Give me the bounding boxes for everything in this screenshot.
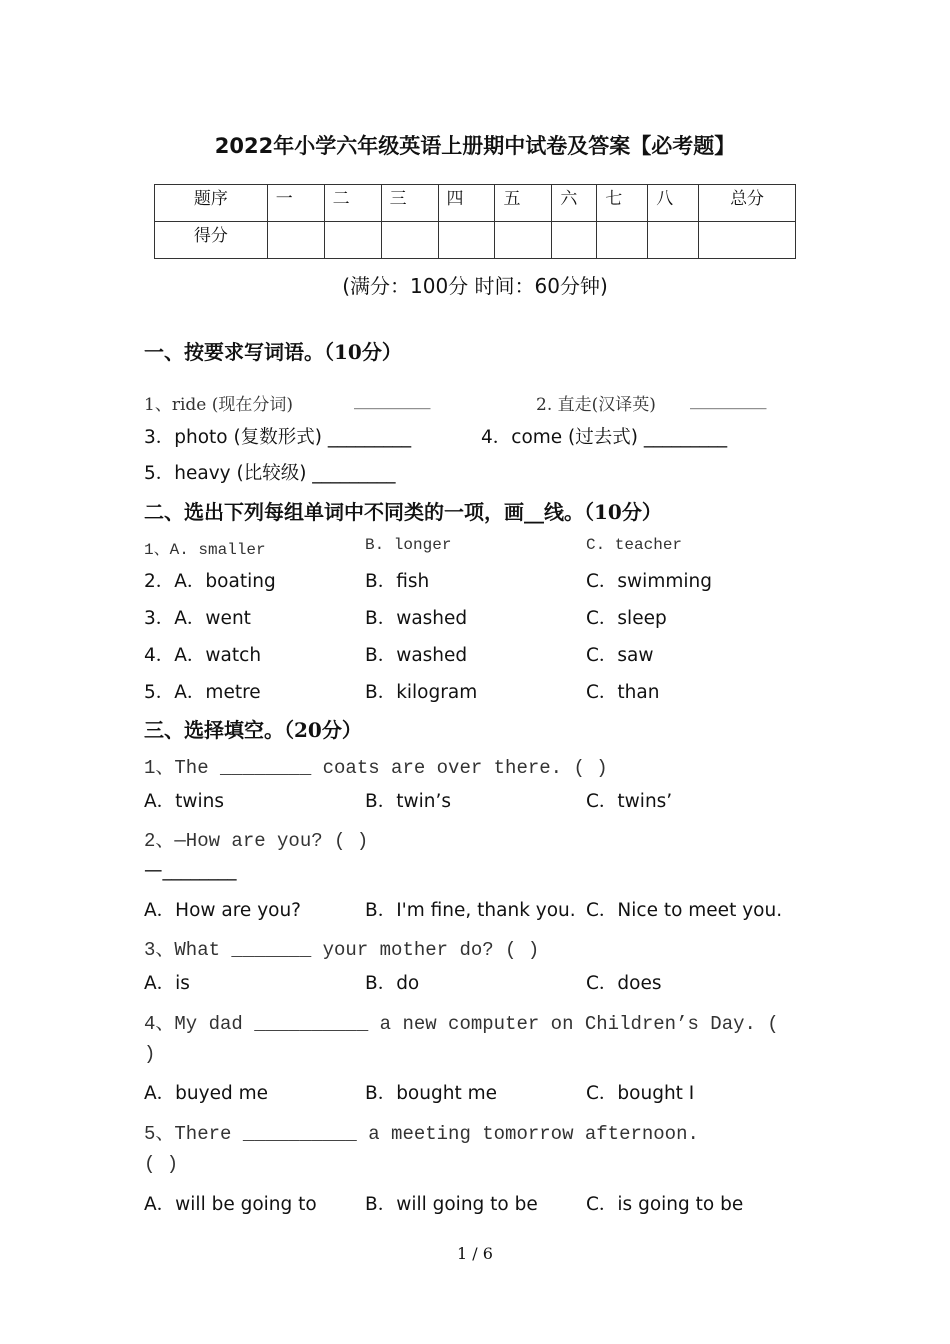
s3-q2-reply: —________ (144, 860, 237, 881)
s2-row-2-b: B．fish (365, 571, 430, 592)
s3-q4-cont: ) (144, 1043, 156, 1065)
section1-heading: 一、按要求写词语。（10分） (144, 340, 402, 364)
s3-q5-cont: ( ) (144, 1153, 179, 1175)
s2-row-2-c: C．swimming (586, 571, 712, 592)
s1-q3: 3．photo (复数形式) _________ (144, 427, 412, 448)
s3-q2: 2、—How are you? ( ) (144, 830, 369, 852)
score-cell-8: 八 (648, 185, 699, 222)
score-table (154, 184, 796, 259)
s2-row-1-c: C. teacher (586, 536, 683, 554)
score-input-4[interactable] (438, 222, 495, 259)
score-input-total[interactable] (699, 222, 796, 259)
score-cell-label: 题序 (155, 185, 268, 222)
score-input-3[interactable] (381, 222, 438, 259)
s2-row-2-a: 2．A．boating (144, 571, 276, 592)
s1-q1-text: 1、ride (现在分词) (144, 395, 293, 415)
s2-row-4-c: C．saw (586, 645, 654, 666)
s2-row-1-a: 1、A. smaller (144, 541, 266, 559)
s3-q2-opt-c: C．Nice to meet you. (586, 900, 783, 921)
score-input-5[interactable] (495, 222, 552, 259)
score-input-6[interactable] (552, 222, 597, 259)
score-cell-3: 三 (381, 185, 438, 222)
s2-row-5-a: 5．A．metre (144, 682, 261, 703)
s3-q5-opt-b: B．will going to be (365, 1194, 538, 1215)
s3-q2-opt-b: B．I'm fine, thank you. (365, 900, 576, 921)
score-input-1[interactable] (267, 222, 324, 259)
s3-q5-opt-a: A．will be going to (144, 1194, 317, 1215)
exam-note: (满分：100分 时间：60分钟) (342, 274, 608, 298)
score-input-2[interactable] (324, 222, 381, 259)
score-cell-4: 四 (438, 185, 495, 222)
score-cell-5: 五 (495, 185, 552, 222)
section3-heading: 三、选择填空。（20分） (144, 718, 362, 742)
s3-q4: 4、My dad __________ a new computer on Children’s Day. ( (144, 1013, 779, 1035)
s2-row-3-a: 3．A．went (144, 608, 251, 629)
score-input-7[interactable] (597, 222, 648, 259)
section2-heading: 二、选出下列每组单词中不同类的一项，画__线。（10分） (144, 500, 662, 524)
s2-row-5-b: B．kilogram (365, 682, 478, 703)
s1-q4: 4．come (过去式) _________ (481, 427, 728, 448)
s2-row-3-c: C．sleep (586, 608, 667, 629)
s3-q4-opt-a: A．buyed me (144, 1083, 268, 1104)
s3-q3-opt-b: B．do (365, 973, 420, 994)
s3-q3-opt-a: A．is (144, 973, 190, 994)
s2-row-5-c: C．than (586, 682, 660, 703)
s3-q4-opt-b: B．bought me (365, 1083, 497, 1104)
score-table-header-row (155, 185, 796, 222)
s3-q3: 3、What _______ your mother do? ( ) (144, 939, 540, 961)
s2-row-3-b: B．washed (365, 608, 468, 629)
s3-q5: 5、There __________ a meeting tomorrow afternoon. (144, 1123, 699, 1145)
s1-q2-text: 2. 直走(汉译英) (536, 395, 656, 415)
score-cell-2: 二 (324, 185, 381, 222)
s3-q5-opt-c: C．is going to be (586, 1194, 744, 1215)
score-cell-7: 七 (597, 185, 648, 222)
s3-q4-opt-c: C．bought I (586, 1083, 695, 1104)
s1-q5: 5．heavy (比较级) _________ (144, 463, 396, 484)
s3-q1: 1、The ________ coats are over there. ( ) (144, 757, 608, 779)
score-cell-total: 总分 (699, 185, 796, 222)
s3-q3-opt-c: C．does (586, 973, 662, 994)
s2-row-4-a: 4．A．watch (144, 645, 262, 666)
page-number: 1 / 6 (457, 1244, 493, 1263)
s2-row-1-b: B. longer (365, 536, 452, 554)
s3-q1-opt-b: B．twin’s (365, 791, 451, 812)
score-input-8[interactable] (648, 222, 699, 259)
score-table-score-row (155, 222, 796, 259)
s1-q1 (144, 390, 767, 415)
score-row-label: 得分 (155, 222, 268, 259)
s1-q1-blank[interactable]: _________ (354, 390, 431, 410)
score-cell-1: 一 (267, 185, 324, 222)
page-title: 2022年小学六年级英语上册期中试卷及答案【必考题】 (214, 134, 736, 158)
s1-q2-blank[interactable]: _________ (690, 390, 767, 410)
s3-q1-opt-a: A．twins (144, 791, 225, 812)
s3-q2-opt-a: A．How are you? (144, 900, 302, 921)
s3-q1-opt-c: C．twins’ (586, 791, 673, 812)
score-cell-6: 六 (552, 185, 597, 222)
s2-row-4-b: B．washed (365, 645, 468, 666)
